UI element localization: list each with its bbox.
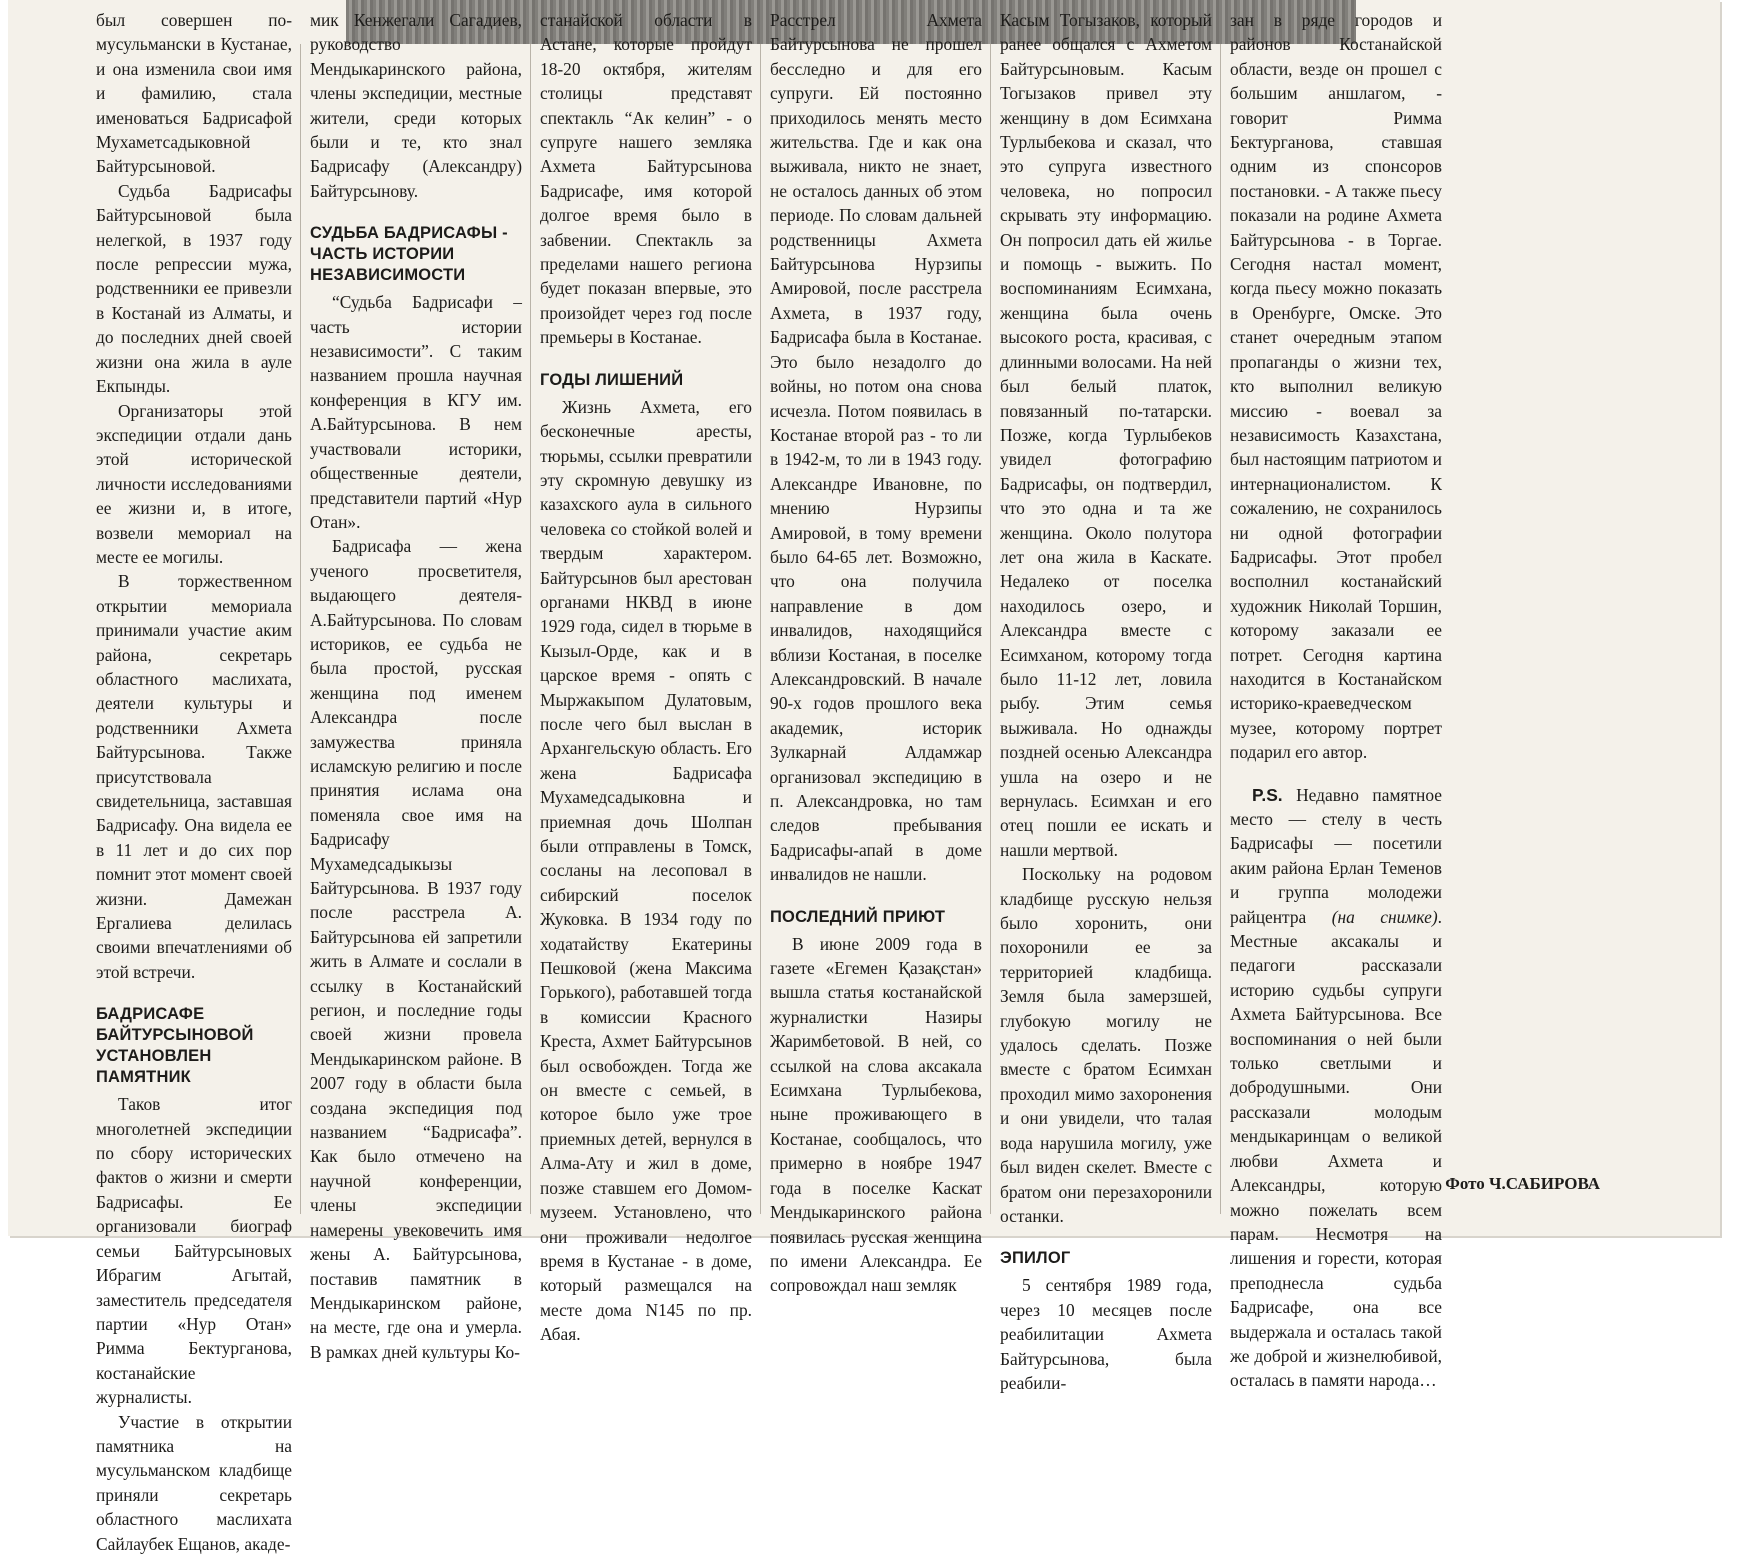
column-divider	[530, 44, 531, 1214]
article-paragraph: был совершен по-мусульмански в Кустанае, и она изменила свои имя и фамилию, стала именоваться Бадрисафой Мухаметсадыковной Байтурсыновой.	[96, 10, 292, 177]
postscript-label: P.S.	[1252, 784, 1283, 805]
column-divider	[760, 44, 761, 1214]
article-paragraph: Участие в открытии памятника на мусульманском кладбище приняли секретарь областного маслихата Сайлаубек Ещанов, акаде-	[96, 1411, 292, 1554]
column-divider	[990, 44, 991, 1214]
photo-reference-note: (на снимке)	[1331, 906, 1438, 927]
postscript-paragraph	[1230, 783, 1442, 1393]
article-paragraph: Касым Тогызаков, который ранее общался с Ахметом Байтурсыновым. Касым Тогызаков привел эту женщину в дом Есимхана Турлыбекова и сказал, что это супруга известного человека, но попросил скрывать эту информацию. Он попросил дать ей жилье и помощь - выжить. По воспоминаниям Есимхана, женщина была очень высокого роста, красивая, с длинными волосами. На ней был белый платок, повязанный по-татарски. Позже, когда Турлыбеков увидел фотографию Бадрисафы, он подтвердил, что это одна и та же женщина. Около полутора лет она жила в Каскате. Недалеко от поселка находилось озеро, и Александра вместе с Есимханом, которому тогда было 11-12 лет, ловила рыбу. Этим семья выживала. Но однажды поздней осенью Александра ушла на озеро и не вернулась. Есимхан и его отец пошли ее искать и нашли мертвой.	[1000, 10, 1212, 860]
postscript-text: . Местные аксакалы и педагоги рассказали историю судьбы супруги Ахмета Байтурсынова. Все воспоминания о ней были только светлыми и добродушными. Они рассказали молодым мендыкаринцам о великой любви Ахмета и Александры, которую можно пожелать всем парам. Несмотря на лишения и горести, которая преподнесла судьба Бадрисафе, она все выдержала и осталась такой же доброй и жизнелюбивой, осталась в памяти народа…	[1230, 906, 1442, 1391]
section-heading: СУДЬБА БАДРИСАФЫ - ЧАСТЬ ИСТОРИИ НЕЗАВИСИМОСТИ	[310, 224, 508, 285]
article-paragraph: Организаторы этой экспедиции отдали дань этой исторической личности исследованиями ее жизни и, в итоге, возвели мемориал на месте ее могилы.	[96, 400, 292, 567]
article-paragraph: мик Кенжегали Сагадиев, руководство Мендыкаринского района, члены экспедиции, местные жители, среди которых были и те, кто знал Бадрисафу (Александру) Байтурсынову.	[310, 10, 522, 201]
article-paragraph: станайской области в Астане, которые пройдут 18-20 октября, жителям столицы представят спектакль “Ак келин” - о супруге нашего земляка Ахмета Байтурсынова Бадрисафе, имя которой долгое время было в забвении. Спектакль за пределами нашего региона будет показан впервые, это произойдет через год после премьеры в Костанае.	[540, 10, 752, 348]
photo-credit: Фото Ч.САБИРОВА	[1445, 1174, 1600, 1193]
article-column-1	[96, 8, 292, 1556]
article-paragraph: Таков итог многолетней экспедиции по сбору исторических фактов о жизни и смерти Бадрисафы. Ее организовали биограф семьи Байтурсыновых Ибрагим Агытай, заместитель председателя партии «Нур Отан» Римма Бектурганова, костанайские журналисты.	[96, 1094, 292, 1408]
article-paragraph: Расстрел Ахмета Байтурсынова не прошел бесследно и для его супруги. Ей постоянно приходилось менять место жительства. Где и как она выживала, никто не знает, не осталось данных об этом периоде. По словам дальней родственницы Ахмета Байтурсынова Нурзипы Амировой, после расстрела Ахмета, в 1937 году, Бадрисафа была в Костанае. Это было незадолго до войны, но потом она снова исчезла. Потом появилась в Костанае второй раз - то ли в 1942-м, то ли в 1943 году. Александре Ивановне, по мнению Нурзипы Амировой, в тому времени было 64-65 лет. Возможно, что она получила направление в дом инвалидов, находящийся вблизи Костаная, в поселке Александровский. В начале 90-х годов прошлого века академик, историк Зулкарнай Алдамжар организовал экспедицию в п. Александровка, но там следов пребывания Бадрисафы-апай в доме инвалидов не нашли.	[770, 10, 982, 885]
section-heading: ПОСЛЕДНИЙ ПРИЮТ	[770, 907, 946, 926]
section-heading: ЭПИЛОГ	[1000, 1249, 1071, 1268]
article-paragraph: “Судьба Бадрисафи – часть истории независимости”. С таким названием прошла научная конференция в КГУ им. А.Байтурсынова. В нем участвовали историки, общественные деятели, представители партий «Нур Отан».	[310, 292, 522, 532]
column-divider	[1220, 44, 1221, 1214]
section-heading: ГОДЫ ЛИШЕНИЙ	[540, 370, 684, 389]
article-column-3	[540, 8, 752, 1347]
article-paragraph: Бадрисафа — жена ученого просветителя, выдающего деятеля- А.Байтурсынова. По словам историков, ее судьба не была простой, русская женщина под именем Александра после замужества приняла исламскую религию и после принятия ислама она поменяла свое имя на Бадрисафу Мухамедсадыкызы Байтурсынова. В 1937 году после расстрела А. Байтурсынова ей запретили жить в Алмате и сослали в ссылку в Костанайский регион, и последние годы своей жизни провела Мендыкаринском районе. В 2007 году в области была создана экспедиция под названием “Бадрисафа”. Как было отмечено на научной конференции, члены экспедиции намерены увековечить имя жены А. Байтурсынова, поставив памятник в Мендыкаринском районе, на месте, где она и умерла. В рамках дней культуры Ко-	[310, 536, 522, 1362]
article-column-4	[770, 8, 982, 1298]
article-paragraph: 5 сентября 1989 года, через 10 месяцев после реабилитации Ахмета Байтурсынова, была реабили-	[1000, 1275, 1212, 1393]
article-paragraph: В торжественном открытии мемориала принимали участие аким района, секретарь областного маслихата, деятели культуры и родственники Ахмета Байтурсынова. Также присутствовала свидетельница, заставшая Бадрисафу. Она видела ее в 11 лет и до сих пор помнит этот момент своей жизни. Дамежан Ергалиева делилась своими впечатлениями об этой встречи.	[96, 571, 292, 982]
article-column-2	[310, 8, 522, 1364]
article-paragraph: зан в ряде городов и районов Костанайской области, везде он прошел с большим аншлагом, - говорит Римма Бектурганова, ставшая одним из спонсоров постановки. - А также пьесу показали на родине Ахмета Байтурсынова - в Торгае. Сегодня настал момент, когда пьесу можно показать в Оренбурге, Омске. Это станет очередным этапом пропаганды о жизни тех, кто выполнил великую миссию - воевал за независимость Казахстана, был настоящим патриотом и интернационалистом. К сожалению, не сохранилось ни одной фотографии Бадрисафы. Этот пробел восполнил костанайский художник Николай Торшин, которому заказали ее потрет. Сегодня картина находится в Костанайском историко-краеведческом музее, которому портрет подарил его автор.	[1230, 10, 1442, 763]
article-paragraph: Поскольку на родовом кладбище русскую нельзя было хоронить, они похоронили ее за территорией кладбища. Земля была замерзшей, глубокую могилу не удалось сделать. Позже вместе с братом Есимхан проходил мимо захоронения и они увидели, что талая вода нарушила могилу, уже был виден скелет. Вместе с братом они перезахоронили останки.	[1000, 864, 1212, 1226]
article-column-5	[1000, 8, 1212, 1395]
section-heading: БАДРИСАФЕ БАЙТУРСЫНОВОЙ УСТАНОВЛЕН ПАМЯТНИК	[96, 1005, 254, 1087]
article-paragraph: Судьба Бадрисафы Байтурсыновой была нелегкой, в 1937 году после репрессии мужа, родственники ее привезли в Костанай из Алматы, и до последних дней своей жизни она жила в ауле Екпынды.	[96, 180, 292, 397]
newspaper-page	[8, 0, 1720, 1554]
article-paragraph: Жизнь Ахмета, его бесконечные аресты, тюрьмы, ссылки превратили эту скромную девушку из казахского аула в сильного человека со стойкой волей и твердым характером. Байтурсынов был арестован органами НКВД в июне 1929 года, сидел в тюрьме в Кызыл-Орде, как и в царское время - опять с Мыржакыпом Дулатовым, после чего был выслан в Архангельскую область. Его жена Бадрисафа Мухамедсадыковна и приемная дочь Шолпан были отправлены в Томск, сосланы на лесоповал в сибирский поселок Жуковка. В 1934 году по ходатайству Екатерины Пешковой (жена Максима Горького), работавшей тогда в комиссии Красного Креста, Ахмет Байтурсынов был освобожден. Тогда же он вместе с семьей, в которое было уже трое приемных детей, вернулся в Алма-Ату и жил в доме, позже ставшем его Домом-музеем. Установлено, что они проживали недолгое время в Кустанае - в доме, который размещался на месте дома N145 по пр. Абая.	[540, 396, 752, 1345]
postscript-text: Недавно памятное место — стелу в честь Бадрисафы — посетили аким района Ерлан Теменов и группа молодежи райцентра	[1230, 784, 1442, 927]
column-divider	[300, 44, 301, 1214]
article-paragraph: В июне 2009 года в газете «Егемен Қазақстан» вышла статья костанайской журналистки Назиры Жаримбетовой. В ней, со ссылкой на слова аксакала Есимхана Турлыбекова, ныне проживающего в Костанае, сообщалось, что примерно в ноябре 1947 года в поселке Каскат Мендыкаринского района появилась русская женщина по имени Александра. Ее сопровождал наш земляк	[770, 933, 982, 1296]
article-column-6	[1230, 8, 1442, 1393]
